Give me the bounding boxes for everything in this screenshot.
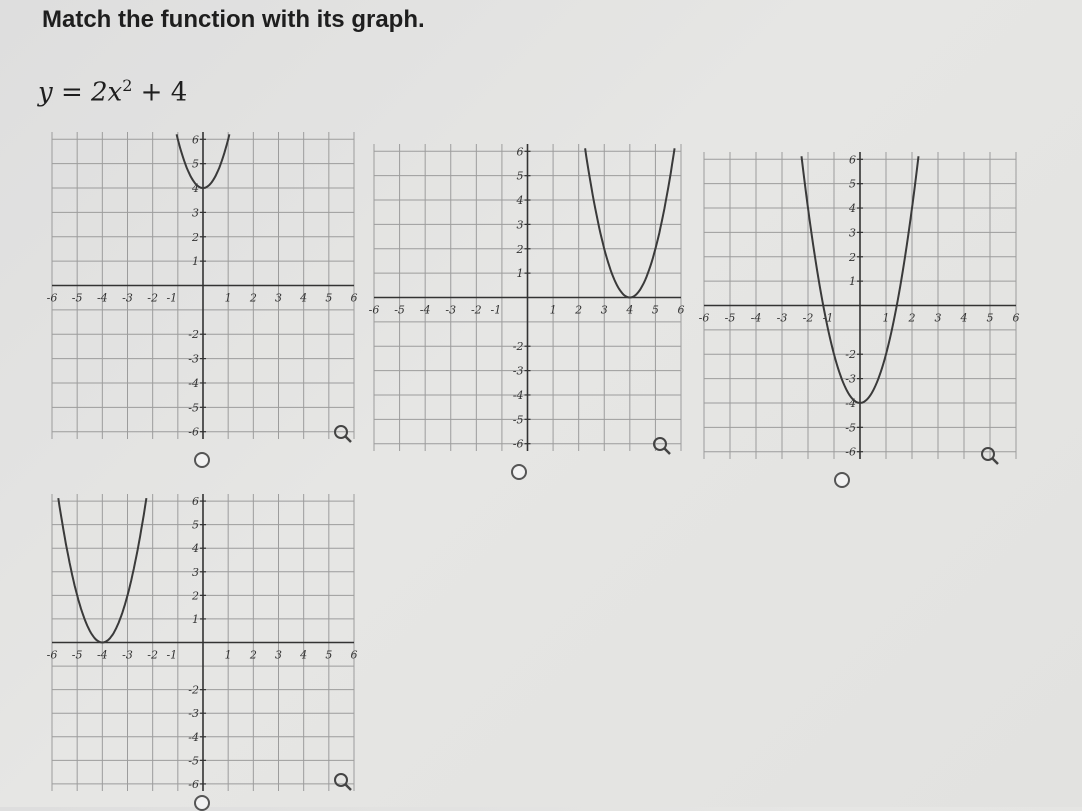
x-tick-label: 6 (677, 303, 685, 317)
x-tick-label: -2 (147, 648, 159, 662)
y-tick-label: 6 (516, 145, 524, 159)
y-tick-label: 4 (192, 542, 199, 556)
y-tick-label: 5 (849, 177, 856, 191)
x-tick-label: -4 (750, 311, 762, 325)
y-tick-label: -2 (512, 340, 524, 354)
graph-option-d[interactable] (48, 490, 358, 795)
y-tick-label: -6 (845, 445, 856, 459)
y-tick-label: -4 (845, 396, 856, 410)
y-tick-label: 1 (849, 275, 856, 289)
y-tick-label: -5 (845, 421, 856, 435)
x-tick-label: -1 (166, 648, 178, 662)
x-tick-label: -2 (147, 291, 159, 305)
x-tick-label: -3 (776, 311, 788, 325)
x-tick-label: -2 (802, 311, 814, 325)
radio-option-c[interactable] (834, 472, 850, 488)
x-tick-label: 5 (325, 648, 333, 662)
y-tick-label: 2 (192, 230, 199, 244)
x-tick-label: 1 (882, 311, 890, 325)
y-tick-label: -6 (512, 437, 524, 451)
y-tick-label: 2 (849, 250, 856, 264)
y-tick-label: -6 (188, 777, 199, 791)
x-tick-label: 5 (325, 291, 333, 305)
x-tick-label: -5 (724, 311, 736, 325)
y-tick-label: -3 (845, 372, 856, 386)
y-tick-label: 5 (516, 169, 524, 183)
x-tick-label: 4 (300, 648, 308, 662)
radio-option-b[interactable] (511, 464, 527, 480)
x-tick-label: 2 (249, 648, 257, 662)
graph-option-a[interactable] (48, 128, 358, 443)
x-tick-label: 4 (300, 291, 308, 305)
y-tick-label: 1 (192, 612, 199, 626)
y-tick-label: 1 (192, 255, 199, 269)
y-tick-label: 6 (192, 495, 199, 509)
x-tick-label: 6 (350, 648, 358, 662)
equation-base: y = 2x (38, 77, 123, 108)
x-tick-label: -4 (419, 303, 431, 317)
equation-suffix: + 4 (132, 77, 188, 108)
y-tick-label: 6 (192, 133, 199, 147)
y-tick-label: 3 (516, 218, 524, 232)
x-tick-label: 3 (600, 303, 608, 317)
x-tick-label: -2 (470, 303, 482, 317)
y-tick-label: -3 (188, 352, 199, 366)
y-tick-label: 3 (192, 565, 199, 579)
y-tick-label: -3 (512, 364, 524, 378)
y-tick-label: 4 (849, 202, 856, 216)
y-tick-label: -4 (188, 376, 199, 390)
y-tick-label: -6 (188, 425, 199, 439)
x-tick-label: 2 (908, 311, 916, 325)
radio-option-d[interactable] (194, 795, 210, 811)
x-tick-label: 1 (224, 648, 232, 662)
x-tick-label: 5 (651, 303, 659, 317)
y-tick-label: 5 (192, 157, 199, 171)
graph-c-plot (700, 148, 1020, 463)
y-tick-label: 2 (516, 242, 524, 256)
zoom-icon[interactable] (333, 772, 353, 792)
graph-d-plot (48, 490, 358, 795)
x-tick-label: -6 (698, 311, 710, 325)
y-tick-label: -5 (512, 413, 524, 427)
x-tick-label: -5 (71, 291, 83, 305)
y-tick-label: 2 (192, 589, 199, 603)
x-tick-label: -1 (490, 303, 502, 317)
graph-a-plot (48, 128, 358, 443)
x-tick-label: 1 (224, 291, 232, 305)
zoom-icon[interactable] (980, 446, 1000, 466)
x-tick-label: 4 (626, 303, 634, 317)
x-tick-label: -1 (166, 291, 178, 305)
x-tick-label: 4 (960, 311, 968, 325)
x-tick-label: 6 (1012, 311, 1020, 325)
x-tick-label: -1 (822, 311, 834, 325)
y-tick-label: -4 (512, 388, 524, 402)
y-tick-label: -4 (188, 730, 199, 744)
x-tick-label: -6 (368, 303, 380, 317)
y-tick-label: -2 (188, 683, 199, 697)
y-tick-label: 4 (192, 182, 199, 196)
x-tick-label: 5 (986, 311, 994, 325)
equation (38, 76, 187, 108)
zoom-icon[interactable] (652, 436, 672, 456)
x-tick-label: -5 (394, 303, 405, 317)
x-tick-label: -6 (46, 648, 58, 662)
y-tick-label: -5 (188, 401, 199, 415)
x-tick-label: 3 (275, 648, 282, 662)
y-tick-label: -3 (188, 707, 199, 721)
y-tick-label: -2 (845, 348, 856, 362)
x-tick-label: 6 (350, 291, 358, 305)
x-tick-label: 3 (934, 311, 942, 325)
x-tick-label: 2 (249, 291, 257, 305)
x-tick-label: 3 (275, 291, 282, 305)
graph-option-c[interactable] (700, 148, 1020, 463)
x-tick-label: 1 (549, 303, 557, 317)
y-tick-label: 6 (849, 153, 856, 167)
x-tick-label: -3 (122, 648, 133, 662)
x-tick-label: -3 (445, 303, 457, 317)
radio-option-a[interactable] (194, 452, 210, 468)
x-tick-label: -6 (46, 291, 58, 305)
y-tick-label: -2 (188, 328, 199, 342)
y-tick-label: 4 (516, 194, 524, 208)
x-tick-label: -3 (122, 291, 133, 305)
y-tick-label: 3 (849, 226, 856, 240)
graph-b-plot (370, 140, 685, 455)
graph-option-b[interactable] (370, 140, 685, 455)
y-tick-label: 3 (192, 206, 199, 220)
x-tick-label: -4 (96, 648, 108, 662)
y-tick-label: 1 (516, 267, 524, 281)
x-tick-label: -5 (71, 648, 83, 662)
question-text: Match the function with its graph. (42, 6, 425, 33)
y-tick-label: -5 (188, 754, 199, 768)
zoom-icon[interactable] (333, 424, 353, 444)
x-tick-label: -4 (96, 291, 108, 305)
equation-exponent: 2 (122, 76, 133, 95)
y-tick-label: 5 (192, 518, 199, 532)
x-tick-label: 2 (575, 303, 583, 317)
